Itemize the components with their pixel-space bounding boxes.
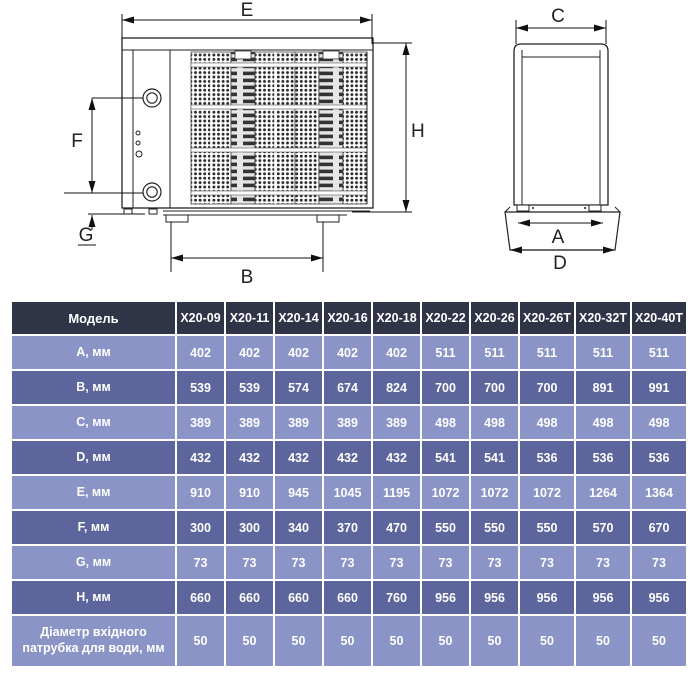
spec-value-cell: 674	[324, 371, 371, 404]
spec-value-cell: 570	[576, 511, 630, 544]
spec-row	[12, 371, 686, 404]
front-base-feet	[124, 209, 370, 222]
spec-value-cell: 50	[576, 616, 630, 666]
spec-value-cell: 824	[373, 371, 420, 404]
dim-label-c: C	[551, 6, 565, 27]
spec-row-label: B, мм	[12, 371, 175, 404]
spec-value-cell: 511	[632, 336, 686, 369]
model-header-cell: X20-32T	[576, 302, 630, 334]
spec-value-cell: 498	[576, 406, 630, 439]
spec-value-cell: 498	[471, 406, 518, 439]
dim-label-d: D	[553, 253, 567, 274]
spec-value-cell: 550	[422, 511, 469, 544]
dim-d	[510, 250, 615, 274]
front-view-drawing	[64, 0, 425, 288]
dim-label-a: A	[551, 227, 565, 248]
dim-g	[78, 214, 145, 246]
spec-value-cell: 73	[422, 546, 469, 579]
spec-value-cell: 541	[471, 441, 518, 474]
spec-value-cell: 300	[177, 511, 224, 544]
spec-value-cell: 340	[275, 511, 322, 544]
spec-value-cell: 956	[576, 581, 630, 614]
dim-label-g: G	[78, 225, 94, 246]
model-header-cell: X20-14	[275, 302, 322, 334]
spec-value-cell: 1072	[471, 476, 518, 509]
model-header-cell: X20-09	[177, 302, 224, 334]
spec-row-label: F, мм	[12, 511, 175, 544]
spec-value-cell: 73	[324, 546, 371, 579]
spec-value-cell: 73	[177, 546, 224, 579]
spec-value-cell: 73	[373, 546, 420, 579]
spec-value-cell: 660	[226, 581, 273, 614]
spec-value-cell: 50	[632, 616, 686, 666]
spec-row	[12, 546, 686, 579]
spec-row-label: E, мм	[12, 476, 175, 509]
spec-value-cell: 910	[177, 476, 224, 509]
spec-row-label: Діаметр вхідного патрубка для води, мм	[12, 616, 175, 666]
model-header-cell: X20-26	[471, 302, 518, 334]
spec-value-cell: 760	[373, 581, 420, 614]
spec-value-cell: 550	[471, 511, 518, 544]
grille-tab	[235, 51, 251, 59]
spec-table	[10, 300, 688, 668]
spec-row-label: G, мм	[12, 546, 175, 579]
evaporator-grille	[191, 51, 367, 204]
spec-row	[12, 476, 686, 509]
spec-row	[12, 441, 686, 474]
spec-value-cell: 574	[275, 371, 322, 404]
spec-value-cell: 50	[373, 616, 420, 666]
dim-b	[171, 222, 323, 288]
spec-value-cell: 73	[576, 546, 630, 579]
spec-value-cell: 402	[373, 336, 420, 369]
spec-value-cell: 1264	[576, 476, 630, 509]
spec-value-cell: 432	[324, 441, 371, 474]
spec-value-cell: 73	[632, 546, 686, 579]
table-header-row	[12, 302, 686, 334]
side-unit-outline	[514, 44, 608, 205]
spec-row	[12, 336, 686, 369]
spec-value-cell: 432	[373, 441, 420, 474]
spec-value-cell: 511	[422, 336, 469, 369]
table-body	[12, 336, 686, 666]
spec-value-cell: 536	[520, 441, 574, 474]
spec-value-cell: 700	[520, 371, 574, 404]
spec-value-cell: 498	[520, 406, 574, 439]
dim-label-e: E	[240, 0, 254, 21]
spec-value-cell: 1072	[520, 476, 574, 509]
spec-value-cell: 470	[373, 511, 420, 544]
spec-row	[12, 581, 686, 614]
spec-row	[12, 616, 686, 666]
spec-value-cell: 1045	[324, 476, 371, 509]
spec-value-cell: 389	[324, 406, 371, 439]
spec-value-cell: 300	[226, 511, 273, 544]
model-column-header: Модель	[12, 302, 175, 334]
spec-value-cell: 402	[177, 336, 224, 369]
model-header-cell: X20-22	[422, 302, 469, 334]
spec-value-cell: 956	[471, 581, 518, 614]
spec-value-cell: 73	[520, 546, 574, 579]
spec-value-cell: 660	[275, 581, 322, 614]
spec-value-cell: 402	[226, 336, 273, 369]
spec-row-label: H, мм	[12, 581, 175, 614]
spec-value-cell: 432	[275, 441, 322, 474]
dim-label-f: F	[71, 131, 83, 152]
spec-value-cell: 73	[275, 546, 322, 579]
spec-value-cell: 541	[422, 441, 469, 474]
spec-value-cell: 50	[226, 616, 273, 666]
spec-row	[12, 406, 686, 439]
spec-value-cell: 402	[275, 336, 322, 369]
spec-row-label: A, мм	[12, 336, 175, 369]
side-view-drawing	[505, 6, 620, 274]
dimension-drawing	[0, 0, 697, 296]
spec-value-cell: 956	[520, 581, 574, 614]
dim-label-h: H	[411, 121, 425, 142]
spec-value-cell: 50	[324, 616, 371, 666]
spec-value-cell: 498	[422, 406, 469, 439]
spec-value-cell: 1364	[632, 476, 686, 509]
spec-value-cell: 511	[520, 336, 574, 369]
side-feet	[517, 205, 601, 211]
spec-value-cell: 402	[324, 336, 371, 369]
spec-row-label: C, мм	[12, 406, 175, 439]
spec-value-cell: 50	[520, 616, 574, 666]
dim-c	[516, 6, 606, 44]
spec-value-cell: 660	[177, 581, 224, 614]
spec-value-cell: 50	[471, 616, 518, 666]
model-header-cell: X20-18	[373, 302, 420, 334]
spec-value-cell: 498	[632, 406, 686, 439]
spec-value-cell: 370	[324, 511, 371, 544]
spec-value-cell: 50	[422, 616, 469, 666]
spec-value-cell: 700	[471, 371, 518, 404]
spec-value-cell: 550	[520, 511, 574, 544]
spec-value-cell: 660	[324, 581, 371, 614]
spec-value-cell: 389	[226, 406, 273, 439]
spec-value-cell: 432	[177, 441, 224, 474]
spec-value-cell: 536	[632, 441, 686, 474]
spec-value-cell: 432	[226, 441, 273, 474]
spec-row	[12, 511, 686, 544]
spec-value-cell: 389	[177, 406, 224, 439]
model-header-cell: X20-16	[324, 302, 371, 334]
spec-value-cell: 73	[226, 546, 273, 579]
spec-value-cell: 73	[471, 546, 518, 579]
spec-value-cell: 1195	[373, 476, 420, 509]
spec-value-cell: 539	[226, 371, 273, 404]
spec-value-cell: 700	[422, 371, 469, 404]
spec-row-label: D, мм	[12, 441, 175, 474]
spec-value-cell: 50	[177, 616, 224, 666]
spec-value-cell: 945	[275, 476, 322, 509]
spec-value-cell: 956	[422, 581, 469, 614]
model-header-cell: X20-40T	[632, 302, 686, 334]
spec-value-cell: 511	[471, 336, 518, 369]
spec-value-cell: 536	[576, 441, 630, 474]
spec-value-cell: 50	[275, 616, 322, 666]
spec-value-cell: 910	[226, 476, 273, 509]
dim-label-b: B	[240, 267, 254, 288]
spec-value-cell: 539	[177, 371, 224, 404]
spec-value-cell: 511	[576, 336, 630, 369]
spec-value-cell: 991	[632, 371, 686, 404]
spec-value-cell: 1072	[422, 476, 469, 509]
model-header-cell: X20-11	[226, 302, 273, 334]
grille-tab	[323, 51, 339, 59]
spec-value-cell: 891	[576, 371, 630, 404]
spec-value-cell: 670	[632, 511, 686, 544]
spec-value-cell: 956	[632, 581, 686, 614]
spec-value-cell: 389	[275, 406, 322, 439]
spec-value-cell: 389	[373, 406, 420, 439]
model-header-cell: X20-26T	[520, 302, 574, 334]
